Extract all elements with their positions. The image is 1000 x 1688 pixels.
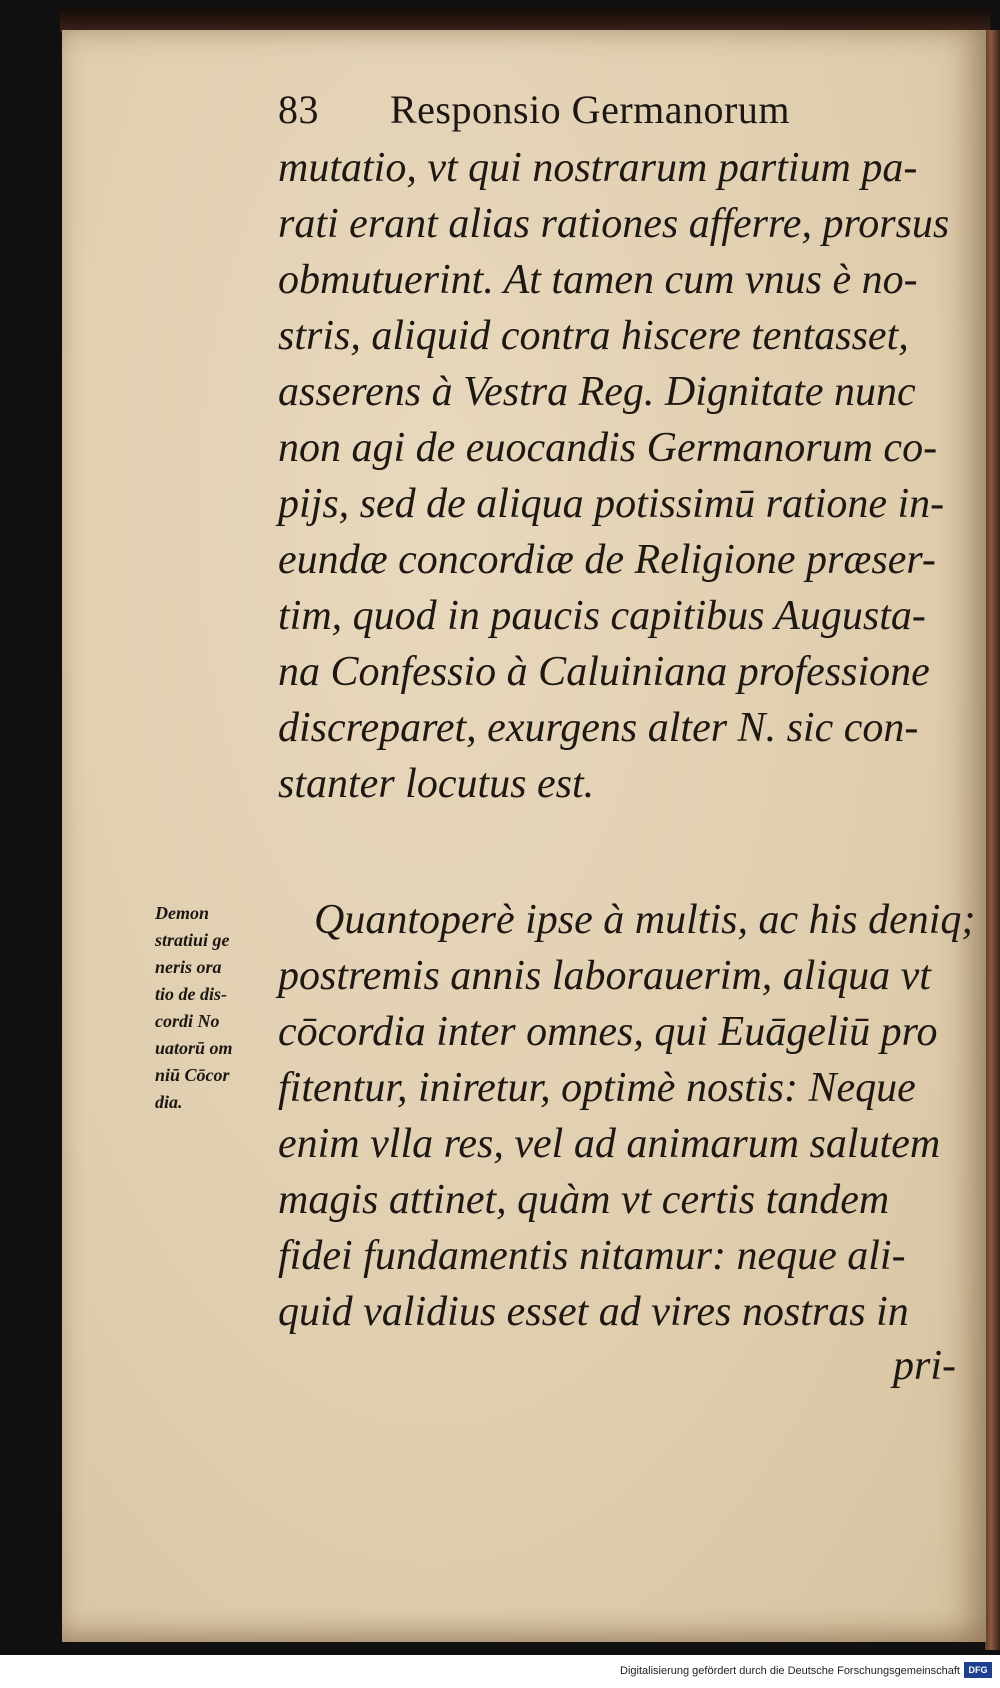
dfg-logo-icon: DFG	[964, 1662, 992, 1678]
text-line: rati erant alias rationes afferre, prorsus	[278, 201, 950, 247]
page-number: 83	[278, 87, 319, 132]
margin-note-line: uatorū om	[155, 1038, 233, 1058]
running-title: Responsio Germanorum	[390, 87, 790, 132]
text-line: tim, quod in paucis capitibus Augusta-	[278, 593, 926, 639]
text-line: fitentur, iniretur, optimè nostis: Neque	[278, 1065, 916, 1111]
book-top-edge	[60, 8, 990, 32]
margin-note-line: dia.	[155, 1092, 183, 1112]
margin-note-line: cordi No	[155, 1011, 220, 1031]
text-line: postremis annis laborauerim, aliqua vt	[278, 953, 931, 999]
footer-strip	[0, 1655, 1000, 1688]
text-line: Quantoperè ipse à multis, ac his deniq;	[314, 897, 976, 943]
text-line: obmutuerint. At tamen cum vnus è no-	[278, 257, 918, 303]
catchword: pri-	[893, 1343, 956, 1389]
text-line: pijs, sed de aliqua potissimū ratione in-	[278, 481, 945, 527]
footer-credit: Digitalisierung gefördert durch die Deutsche Forschungsgemeinschaft	[620, 1665, 960, 1677]
text-line: asserens à Vestra Reg. Dignitate nunc	[278, 369, 916, 415]
text-line: enim vlla res, vel ad animarum salutem	[278, 1121, 941, 1167]
text-line: magis attinet, quàm vt certis tandem	[278, 1177, 890, 1223]
text-line: discreparet, exurgens alter N. sic con-	[278, 705, 919, 751]
margin-note-line: stratiui ge	[155, 930, 230, 950]
text-line: stanter locutus est.	[278, 761, 595, 807]
text-line: na Confessio à Caluiniana professione	[278, 649, 930, 695]
book-spine-edge	[985, 30, 1000, 1650]
page-header	[278, 86, 878, 142]
margin-note-line: niū Cōcor	[155, 1065, 230, 1085]
text-line: non agi de euocandis Germanorum co-	[278, 425, 938, 471]
paragraph-2	[278, 892, 975, 1340]
text-line: mutatio, vt qui nostrarum partium pa-	[278, 145, 918, 191]
text-line: eundæ concordiæ de Religione præser-	[278, 537, 936, 583]
paragraph-1	[278, 140, 949, 812]
text-line: quid validius esset ad vires nostras in	[278, 1289, 909, 1335]
text-line: cōcordia inter omnes, qui Euāgeliū pro	[278, 1009, 938, 1055]
text-line: fidei fundamentis nitamur: neque ali-	[278, 1233, 906, 1279]
margin-note-line: Demon	[155, 903, 209, 923]
text-line: stris, aliquid contra hiscere tentasset,	[278, 313, 909, 359]
margin-note	[155, 900, 273, 1116]
margin-note-line: tio de dis-	[155, 984, 227, 1004]
margin-note-line: neris ora	[155, 957, 222, 977]
